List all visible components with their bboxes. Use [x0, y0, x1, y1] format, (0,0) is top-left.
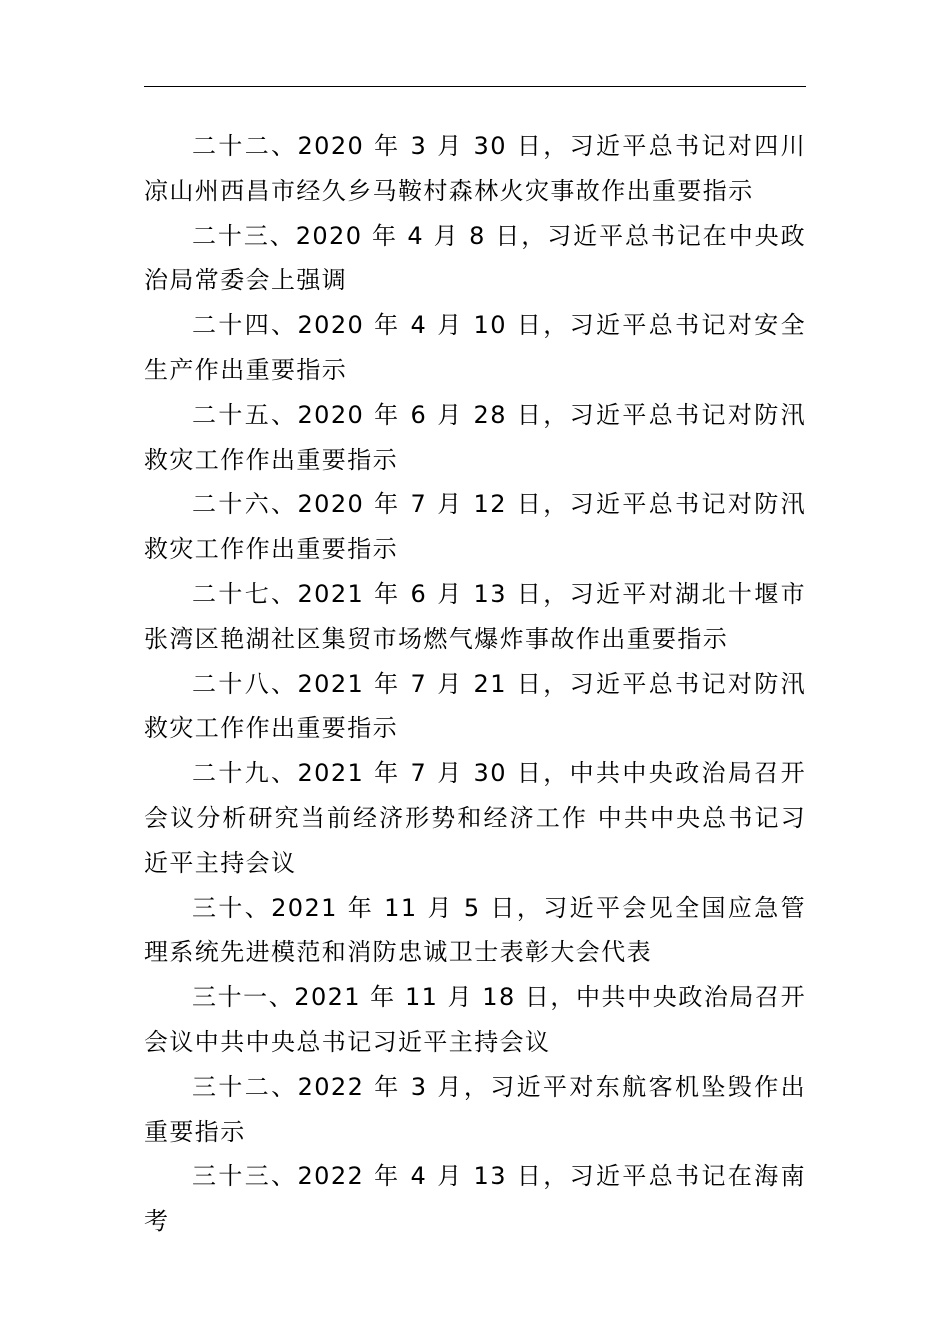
document-body [144, 124, 806, 1244]
paragraph-22: 二十二、2020 年 3 月 30 日，习近平总书记对四川凉山州西昌市经久乡马鞍村森林火灾事故作出重要指示 [144, 132, 806, 205]
paragraph-31: 三十一、2021 年 11 月 18 日，中共中央政治局召开会议中共中央总书记习近平主持会议 [144, 983, 806, 1056]
paragraph-32: 三十二、2022 年 3 月，习近平对东航客机坠毁作出重要指示 [144, 1072, 806, 1146]
paragraph-25: 二十五、2020 年 6 月 28 日，习近平总书记对防汛救灾工作作出重要指示 [144, 400, 806, 474]
paragraph-23: 二十三、2020 年 4 月 8 日，习近平总书记在中央政治局常委会上强调 [144, 221, 806, 295]
paragraph-26: 二十六、2020 年 7 月 12 日，习近平总书记对防汛救灾工作作出重要指示 [144, 490, 806, 564]
paragraph-24: 二十四、2020 年 4 月 10 日，习近平总书记对安全生产作出重要指示 [144, 311, 806, 384]
paragraph-27: 二十七、2021 年 6 月 13 日，习近平对湖北十堰市张湾区艳湖社区集贸市场燃气爆炸事故作出重要指示 [144, 579, 806, 653]
paragraph-33: 三十三、2022 年 4 月 13 日，习近平总书记在海南考 [144, 1162, 806, 1236]
paragraph-29: 二十九、2021 年 7 月 30 日，中共中央政治局召开会议分析研究当前经济形势和经济工作 中共中央总书记习近平主持会议 [144, 759, 806, 877]
paragraph-30: 三十、2021 年 11 月 5 日，习近平会见全国应急管理系统先进模范和消防忠诚卫士表彰大会代表 [144, 893, 806, 967]
paragraph-28: 二十八、2021 年 7 月 21 日，习近平总书记对防汛救灾工作作出重要指示 [144, 669, 806, 743]
header-rule [144, 86, 806, 87]
